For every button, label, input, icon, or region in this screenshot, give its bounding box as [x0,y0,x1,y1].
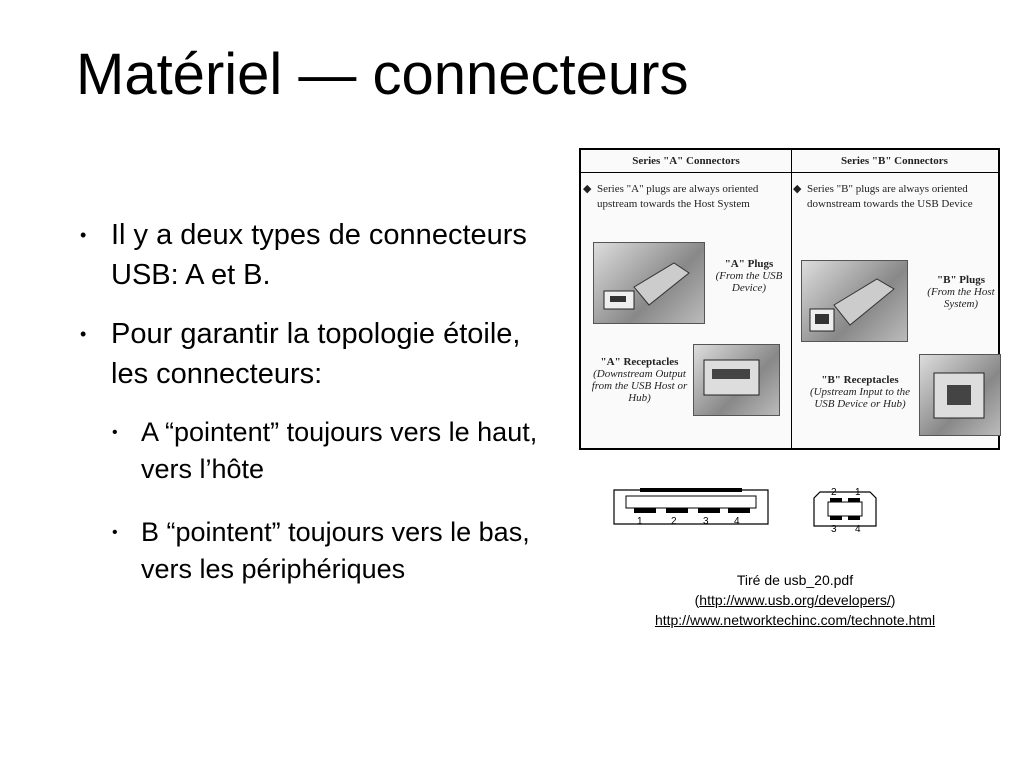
usb-a-receptacle-icon [694,345,779,415]
usb-a-pinout-diagram [610,484,780,530]
a-receptacle-photo [693,344,780,416]
a-plugs-sub: (From the USB Device) [715,270,783,294]
series-a-column [581,150,792,448]
series-a-note [583,182,777,212]
bullet-glyph: • [80,225,87,245]
b-pin-1: 1 [855,487,861,498]
series-b-header: Series "B" Connectors [791,150,998,173]
b-pin-3: 3 [831,524,837,535]
bullet-glyph: • [80,324,87,344]
a-pin-2: 2 [671,516,677,527]
usb-b-receptacle-icon [920,355,1000,435]
usb-a-plug-icon [594,243,704,323]
b-pin-2: 2 [831,487,837,498]
bullet-text: Pour garantir la topologie étoile, les connecteurs: [111,318,521,390]
caption-line-1: Tiré de usb_20.pdf [736,572,854,588]
series-a-header: Series "A" Connectors [581,150,791,173]
diamond-bullet-icon: ◆ [583,183,592,195]
paren-open: ( [694,592,700,608]
sub-bullet-item [80,414,560,488]
a-plugs-label [709,258,789,294]
b-pin-4: 4 [855,524,861,535]
usb-connectors-figure [579,148,1000,450]
series-b-note [793,182,987,212]
b-receptacles-sub: (Upstream Input to the USB Device or Hub) [809,386,911,410]
bullet-list [80,215,560,588]
bullet-item [80,314,560,394]
a-pin-1: 1 [637,516,643,527]
b-plugs-sub: (From the Host System) [927,286,995,310]
a-receptacles-sub: (Downstream Output from the USB Host or Hub) [591,368,688,404]
b-plug-photo [801,260,908,342]
sub-bullet-item [80,514,560,588]
bullet-text: Il y a deux types de connecteurs USB: A et B. [111,219,527,291]
usb-b-plug-icon [802,261,907,341]
networktechinc-link[interactable]: http://www.networktechinc.com/technote.html [654,612,936,628]
paren-close: ) [890,592,896,608]
source-caption [590,570,1000,630]
caption-line-2 [590,590,1000,610]
series-b-note-text: Series "B" plugs are always oriented downstream towards the USB Device [807,183,973,210]
b-plugs-title: "B" Plugs [937,274,985,286]
b-receptacles-title: "B" Receptacles [821,374,899,386]
diamond-bullet-icon: ◆ [793,183,802,195]
series-a-note-text: Series "A" plugs are always oriented upstream towards the Host System [597,183,759,210]
bullet-glyph: • [112,424,118,441]
a-receptacles-label [587,356,692,404]
bullet-glyph: • [112,524,118,541]
a-pin-4: 4 [734,516,740,527]
b-plugs-label [923,274,999,310]
a-receptacles-title: "A" Receptacles [600,356,679,368]
a-plugs-title: "A" Plugs [724,258,774,270]
usb-org-link[interactable]: http://www.usb.org/developers/ [699,592,891,608]
a-pin-3: 3 [703,516,709,527]
series-b-column [791,150,998,448]
slide-title: Matériel — connecteurs [76,42,689,107]
sub-bullet-text: A “pointent” toujours vers le haut, vers l’hôte [141,417,538,484]
a-plug-photo [593,242,705,324]
b-receptacles-label [801,374,919,410]
usb-b-pinout-diagram [812,490,878,534]
sub-bullet-text: B “pointent” toujours vers le bas, vers les périphériques [141,517,530,584]
bullet-item [80,215,560,295]
b-receptacle-photo [919,354,1001,436]
